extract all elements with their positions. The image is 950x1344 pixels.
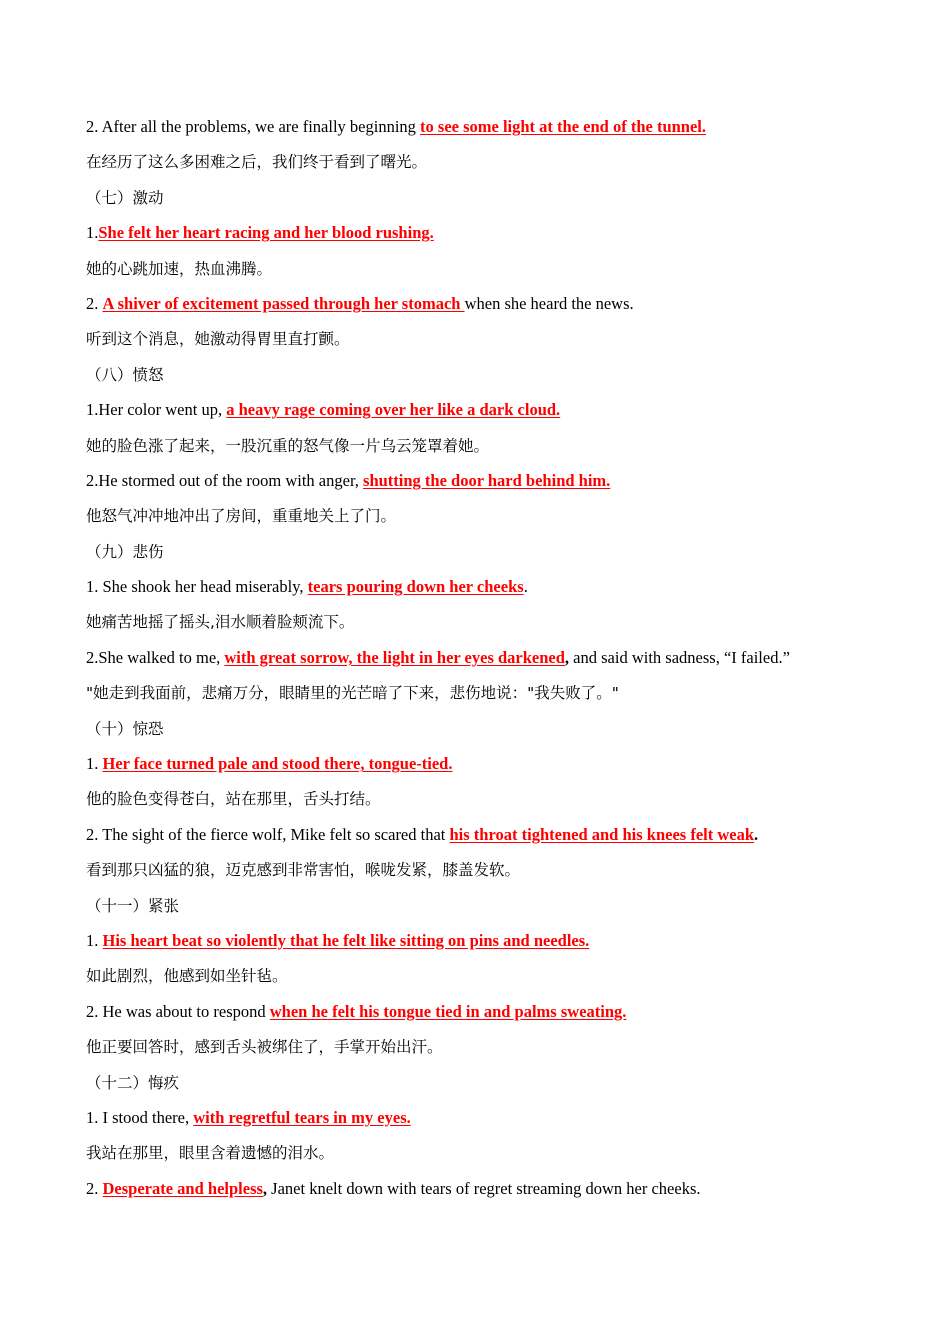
sentence-text: 2. — [86, 293, 103, 313]
bold-punctuation: . — [754, 824, 759, 844]
translation-line: 听到这个消息，她激动得胃里直打颤。 — [86, 330, 350, 349]
highlighted-phrase: tears pouring down her cheeks — [307, 577, 524, 597]
translation-line: 她的心跳加速，热血沸腾。 — [86, 259, 273, 278]
sentence-line — [86, 396, 870, 431]
sentence-line — [86, 750, 870, 785]
highlighted-phrase: shutting the door hard behind him. — [363, 470, 611, 490]
highlighted-phrase: with great sorrow, the light in her eyes darkened — [224, 647, 565, 667]
sentence-text: Janet knelt down with tears of regret streaming down her cheeks. — [267, 1178, 701, 1198]
translation-line: "她走到我面前，悲痛万分，眼睛里的光芒暗了下来，悲伤地说："我失败了。" — [86, 684, 619, 703]
section-heading: （十）惊恐 — [86, 719, 164, 738]
sentence-line — [86, 219, 870, 254]
sentence-line — [86, 467, 870, 502]
highlighted-phrase: when he felt his tongue tied in and palms sweating. — [269, 1001, 627, 1021]
translation-line: 看到那只凶猛的狼，迈克感到非常害怕，喉咙发紧，膝盖发软。 — [86, 861, 521, 880]
sentence-text: 1. — [86, 223, 99, 243]
sentence-text: 1.Her color went up, — [86, 400, 227, 420]
section-heading: （十二）悔疚 — [86, 1073, 180, 1092]
sentence-text: 2. After all the problems, we are finally beginning — [86, 117, 421, 136]
translation-line: 她痛苦地摇了摇头,泪水顺着脸颊流下。 — [86, 613, 355, 632]
highlighted-phrase: A shiver of excitement passed through her stomach — [102, 293, 465, 313]
section-heading: （十一）紧张 — [86, 896, 180, 915]
translation-line: 他怒气冲冲地冲出了房间，重重地关上了门。 — [86, 507, 397, 526]
translation-line: 我站在那里，眼里含着遗憾的泪水。 — [86, 1144, 335, 1163]
sentence-text: 1. — [86, 754, 103, 774]
section-heading: （七）激动 — [86, 188, 164, 207]
sentence-text: 1. — [86, 930, 103, 950]
sentence-line — [86, 927, 870, 962]
sentence-text: when she heard the news. — [464, 293, 634, 313]
translation-line: 如此剧烈，他感到如坐针毡。 — [86, 967, 288, 986]
highlighted-phrase: a heavy rage coming over her like a dark cloud. — [226, 400, 561, 420]
translation-line: 他的脸色变得苍白，站在那里，舌头打结。 — [86, 790, 381, 809]
bold-punctuation: , — [564, 647, 570, 667]
sentence-line — [86, 113, 870, 148]
translation-line: 在经历了这么多困难之后，我们终于看到了曙光。 — [86, 153, 428, 172]
highlighted-phrase: to see some light at the end of the tunnel. — [420, 117, 707, 136]
sentence-line — [86, 821, 870, 856]
sentence-text: 2. He was about to respond — [86, 1001, 270, 1021]
translation-line: 他正要回答时，感到舌头被绑住了，手掌开始出汗。 — [86, 1038, 443, 1057]
sentence-line — [86, 573, 870, 608]
sentence-text: 2.He stormed out of the room with anger, — [86, 470, 364, 490]
highlighted-phrase: She felt her heart racing and her blood rushing. — [98, 223, 434, 243]
section-heading: （八）愤怒 — [86, 365, 164, 384]
sentence-text: 1. She shook her head miserably, — [86, 577, 308, 597]
sentence-text: 2. — [86, 1178, 103, 1198]
sentence-line — [86, 1175, 870, 1210]
sentence-text: 2.She walked to me, — [86, 647, 225, 667]
sentence-text: 1. I stood there, — [86, 1107, 194, 1127]
highlighted-phrase: Her face turned pale and stood there, tongue-tied. — [102, 754, 453, 774]
translation-line: 她的脸色涨了起来，一股沉重的怒气像一片乌云笼罩着她。 — [86, 436, 490, 455]
sentence-text: . — [523, 577, 528, 597]
highlighted-phrase: with regretful tears in my eyes. — [193, 1107, 411, 1127]
highlighted-phrase: Desperate and helpless — [102, 1178, 263, 1198]
sentence-line — [86, 998, 870, 1033]
highlighted-phrase: His heart beat so violently that he felt like sitting on pins and needles. — [102, 930, 590, 950]
sentence-text: and said with sadness, “I failed.” — [569, 647, 790, 667]
sentence-line — [86, 290, 870, 325]
highlighted-phrase: his throat tightened and his knees felt weak — [449, 824, 755, 844]
section-heading: （九）悲伤 — [86, 542, 164, 561]
sentence-text: 2. The sight of the fierce wolf, Mike felt so scared that — [86, 824, 450, 844]
bold-punctuation: , — [262, 1178, 268, 1198]
sentence-line — [86, 644, 870, 679]
sentence-line — [86, 1104, 870, 1139]
